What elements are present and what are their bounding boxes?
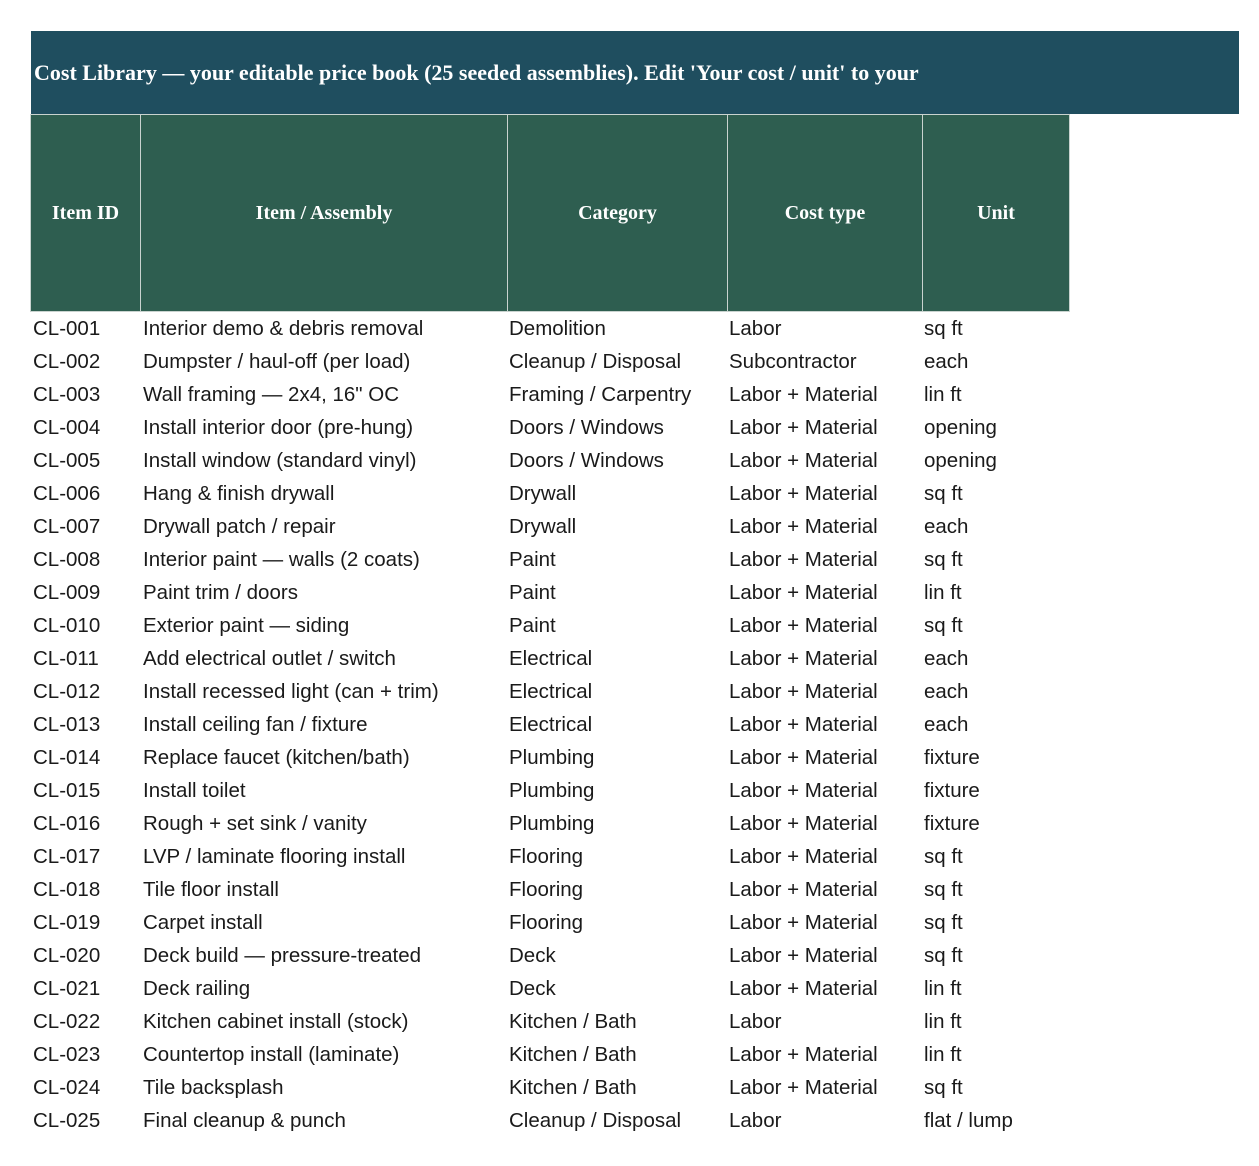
cost-type-cell[interactable]: Labor + Material [729, 382, 878, 406]
item-id-cell[interactable]: CL-004 [33, 415, 101, 439]
unit-cell[interactable]: each [924, 514, 969, 538]
table-row [31, 642, 1069, 675]
table-body [31, 312, 1069, 1137]
cost-type-cell[interactable]: Labor + Material [729, 613, 878, 637]
item-id-cell[interactable]: CL-011 [33, 646, 99, 670]
table-row [31, 840, 1069, 873]
header-unit[interactable]: Unit [923, 114, 1070, 312]
category-cell[interactable]: Electrical [509, 679, 593, 703]
unit-cell[interactable]: sq ft [924, 547, 963, 571]
table-row [31, 1104, 1069, 1137]
cost-type-cell[interactable]: Labor + Material [729, 580, 878, 604]
table-row [31, 312, 1069, 345]
cost-type-cell[interactable]: Labor + Material [729, 481, 878, 505]
header-cost-type[interactable]: Cost type [728, 114, 923, 312]
category-cell[interactable]: Plumbing [509, 778, 595, 802]
unit-cell[interactable]: fixture [924, 811, 980, 835]
unit-cell[interactable]: sq ft [924, 481, 963, 505]
sheet-title[interactable]: Cost Library — your editable price book (25 seeded assemblies). Edit 'Your cost / unit' to your [34, 60, 919, 85]
item-assembly-cell[interactable]: Tile backsplash [143, 1075, 284, 1099]
table-row [31, 477, 1069, 510]
table-header [30, 114, 1070, 312]
cost-type-cell[interactable]: Labor + Material [729, 1042, 878, 1066]
item-assembly-cell[interactable]: Replace faucet (kitchen/bath) [143, 745, 410, 769]
table-row [31, 1038, 1069, 1071]
table-row [31, 444, 1069, 477]
unit-cell[interactable]: sq ft [924, 316, 963, 340]
category-cell[interactable]: Deck [509, 943, 556, 967]
item-assembly-cell[interactable]: Hang & finish drywall [143, 481, 335, 505]
unit-cell[interactable]: sq ft [924, 844, 963, 868]
cost-type-cell[interactable]: Labor + Material [729, 844, 878, 868]
unit-cell[interactable]: sq ft [924, 613, 963, 637]
cost-type-cell[interactable]: Labor + Material [729, 976, 878, 1000]
table-row [31, 873, 1069, 906]
unit-cell[interactable]: opening [924, 448, 997, 472]
table-row [31, 972, 1069, 1005]
table-row [31, 543, 1069, 576]
table-row [31, 939, 1069, 972]
item-assembly-cell[interactable]: Final cleanup & punch [143, 1108, 346, 1132]
unit-cell[interactable]: flat / lump [924, 1108, 1013, 1132]
item-assembly-cell[interactable]: Dumpster / haul-off (per load) [143, 349, 411, 373]
category-cell[interactable]: Kitchen / Bath [509, 1009, 637, 1033]
category-cell[interactable]: Cleanup / Disposal [509, 1108, 682, 1132]
unit-cell[interactable]: sq ft [924, 1075, 963, 1099]
item-id-cell[interactable]: CL-001 [33, 316, 101, 340]
category-cell[interactable]: Paint [509, 547, 556, 571]
category-cell[interactable]: Drywall [509, 514, 577, 538]
item-assembly-cell[interactable]: Install recessed light (can + trim) [143, 679, 439, 703]
cost-type-cell[interactable]: Labor + Material [729, 514, 878, 538]
item-id-cell[interactable]: CL-021 [33, 976, 101, 1000]
item-id-cell[interactable]: CL-007 [33, 514, 101, 538]
category-cell[interactable]: Flooring [509, 877, 584, 901]
item-assembly-cell[interactable]: Tile floor install [143, 877, 279, 901]
category-cell[interactable]: Flooring [509, 910, 584, 934]
header-item-id[interactable]: Item ID [30, 114, 141, 312]
unit-cell[interactable]: fixture [924, 745, 980, 769]
unit-cell[interactable]: lin ft [924, 976, 962, 1000]
title-banner [31, 31, 1239, 114]
category-cell[interactable]: Doors / Windows [509, 448, 664, 472]
item-id-cell[interactable]: CL-016 [33, 811, 101, 835]
item-id-cell[interactable]: CL-020 [33, 943, 101, 967]
cost-type-cell[interactable]: Labor + Material [729, 745, 878, 769]
category-cell[interactable]: Paint [509, 580, 556, 604]
cost-type-cell[interactable]: Labor + Material [729, 448, 878, 472]
cost-type-cell[interactable]: Labor + Material [729, 943, 878, 967]
header-item-assembly[interactable]: Item / Assembly [141, 114, 508, 312]
item-id-cell[interactable]: CL-025 [33, 1108, 101, 1132]
category-cell[interactable]: Demolition [509, 316, 606, 340]
cost-type-cell[interactable]: Labor + Material [729, 778, 878, 802]
unit-cell[interactable]: sq ft [924, 877, 963, 901]
cost-type-cell[interactable]: Labor + Material [729, 712, 878, 736]
category-cell[interactable]: Electrical [509, 646, 593, 670]
item-id-cell[interactable]: CL-013 [33, 712, 101, 736]
item-id-cell[interactable]: CL-015 [33, 778, 101, 802]
table-row [31, 1005, 1069, 1038]
category-cell[interactable]: Cleanup / Disposal [509, 349, 682, 373]
category-cell[interactable]: Paint [509, 613, 556, 637]
table-row [31, 510, 1069, 543]
cost-type-cell[interactable]: Labor [729, 1009, 782, 1033]
cost-type-cell[interactable]: Labor [729, 1108, 782, 1132]
unit-cell[interactable]: lin ft [924, 580, 962, 604]
cost-type-cell[interactable]: Labor [729, 316, 782, 340]
unit-cell[interactable]: each [924, 712, 969, 736]
table-row [31, 576, 1069, 609]
unit-cell[interactable]: each [924, 349, 969, 373]
unit-cell[interactable]: sq ft [924, 943, 963, 967]
item-assembly-cell[interactable]: Rough + set sink / vanity [143, 811, 367, 835]
item-id-cell[interactable]: CL-022 [33, 1009, 101, 1033]
cost-type-cell[interactable]: Labor + Material [729, 811, 878, 835]
cost-type-cell[interactable]: Labor + Material [729, 910, 878, 934]
item-assembly-cell[interactable]: Carpet install [143, 910, 263, 934]
table-row [31, 609, 1069, 642]
item-assembly-cell[interactable]: Deck railing [143, 976, 251, 1000]
item-id-cell[interactable]: CL-006 [33, 481, 101, 505]
unit-cell[interactable]: lin ft [924, 1009, 962, 1033]
table-row [31, 675, 1069, 708]
item-id-cell[interactable]: CL-008 [33, 547, 101, 571]
item-id-cell[interactable]: CL-024 [33, 1075, 101, 1099]
unit-cell[interactable]: fixture [924, 778, 980, 802]
item-id-cell[interactable]: CL-023 [33, 1042, 101, 1066]
item-assembly-cell[interactable]: Interior demo & debris removal [143, 316, 424, 340]
item-assembly-cell[interactable]: Install ceiling fan / fixture [143, 712, 368, 736]
table-row [31, 378, 1069, 411]
item-assembly-cell[interactable]: Paint trim / doors [143, 580, 298, 604]
item-assembly-cell[interactable]: Wall framing — 2x4, 16" OC [143, 382, 400, 406]
category-cell[interactable]: Drywall [509, 481, 577, 505]
item-id-cell[interactable]: CL-012 [33, 679, 101, 703]
item-id-cell[interactable]: CL-017 [33, 844, 101, 868]
category-cell[interactable]: Plumbing [509, 811, 595, 835]
item-assembly-cell[interactable]: Drywall patch / repair [143, 514, 336, 538]
item-id-cell[interactable]: CL-003 [33, 382, 101, 406]
table-row [31, 345, 1069, 378]
cost-type-cell[interactable]: Labor + Material [729, 415, 878, 439]
item-assembly-cell[interactable]: Deck build — pressure-treated [143, 943, 422, 967]
item-assembly-cell[interactable]: Kitchen cabinet install (stock) [143, 1009, 409, 1033]
item-assembly-cell[interactable]: Interior paint — walls (2 coats) [143, 547, 420, 571]
item-assembly-cell[interactable]: Exterior paint — siding [143, 613, 350, 637]
cost-type-cell[interactable]: Labor + Material [729, 877, 878, 901]
cost-type-cell[interactable]: Subcontractor [729, 349, 857, 373]
category-cell[interactable]: Deck [509, 976, 556, 1000]
table-row [31, 708, 1069, 741]
item-assembly-cell[interactable]: Install toilet [143, 778, 246, 802]
item-id-cell[interactable]: CL-005 [33, 448, 101, 472]
unit-cell[interactable]: each [924, 679, 969, 703]
cost-type-cell[interactable]: Labor + Material [729, 646, 878, 670]
category-cell[interactable]: Electrical [509, 712, 593, 736]
item-id-cell[interactable]: CL-019 [33, 910, 101, 934]
category-cell[interactable]: Doors / Windows [509, 415, 664, 439]
table-row [31, 411, 1069, 444]
cost-type-cell[interactable]: Labor + Material [729, 547, 878, 571]
header-category[interactable]: Category [508, 114, 728, 312]
table-row [31, 774, 1069, 807]
table-row [31, 1071, 1069, 1104]
table-row [31, 741, 1069, 774]
item-assembly-cell[interactable]: Countertop install (laminate) [143, 1042, 400, 1066]
item-assembly-cell[interactable]: Install interior door (pre-hung) [143, 415, 414, 439]
cost-type-cell[interactable]: Labor + Material [729, 679, 878, 703]
item-id-cell[interactable]: CL-018 [33, 877, 101, 901]
category-cell[interactable]: Flooring [509, 844, 584, 868]
category-cell[interactable]: Framing / Carpentry [509, 382, 692, 406]
table-row [31, 807, 1069, 840]
item-id-cell[interactable]: CL-014 [33, 745, 101, 769]
category-cell[interactable]: Plumbing [509, 745, 595, 769]
category-cell[interactable]: Kitchen / Bath [509, 1042, 637, 1066]
item-assembly-cell[interactable]: Install window (standard vinyl) [143, 448, 417, 472]
unit-cell[interactable]: sq ft [924, 910, 963, 934]
unit-cell[interactable]: lin ft [924, 382, 962, 406]
item-assembly-cell[interactable]: LVP / laminate flooring install [143, 844, 406, 868]
category-cell[interactable]: Kitchen / Bath [509, 1075, 637, 1099]
unit-cell[interactable]: each [924, 646, 969, 670]
item-id-cell[interactable]: CL-009 [33, 580, 101, 604]
cost-type-cell[interactable]: Labor + Material [729, 1075, 878, 1099]
item-assembly-cell[interactable]: Add electrical outlet / switch [143, 646, 396, 670]
unit-cell[interactable]: opening [924, 415, 997, 439]
item-id-cell[interactable]: CL-010 [33, 613, 101, 637]
table-row [31, 906, 1069, 939]
item-id-cell[interactable]: CL-002 [33, 349, 101, 373]
unit-cell[interactable]: lin ft [924, 1042, 962, 1066]
